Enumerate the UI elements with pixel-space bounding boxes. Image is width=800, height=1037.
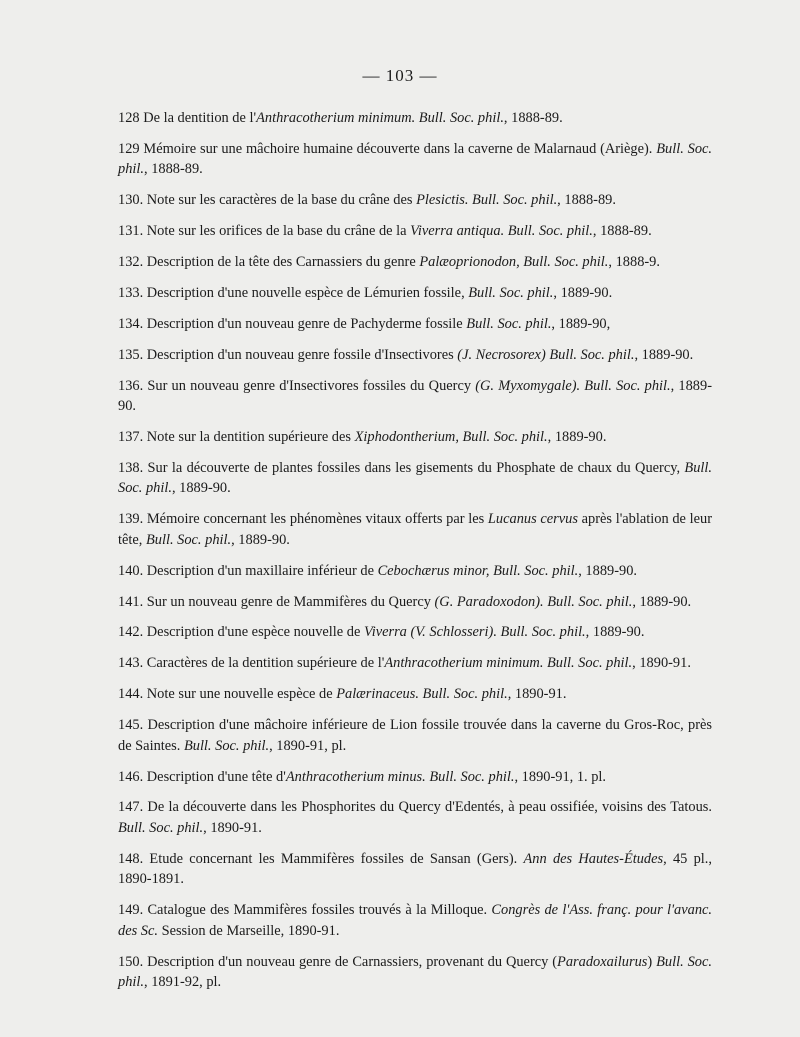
entry-italic-text: Anthracotherium minimum. Bull. Soc. phil. xyxy=(384,655,633,672)
entry-italic-text: Anthracotherium minimum. Bull. Soc. phil. xyxy=(256,110,504,126)
entry-text: Sur la découverte de plantes fossiles dans les gisements du Phosphate de chaux du Quercy, xyxy=(143,459,685,476)
entry-number: 138. xyxy=(118,459,144,476)
entry-text: Description d'une mâchoire inférieure de Lion fossile trouvée dans la caverne du Gros-Roc, près de Saintes. xyxy=(118,717,712,754)
bibliography-entry xyxy=(108,221,712,242)
entry-text: Caractères de la dentition supérieure de l' xyxy=(143,655,385,672)
bibliography-entry xyxy=(108,427,712,448)
entry-text: , 1890-91. xyxy=(632,655,691,672)
entry-text: , 1888-89. xyxy=(144,161,203,178)
entry-text: , 1889-90. xyxy=(634,346,694,363)
entry-number: 128 xyxy=(118,110,140,126)
bibliography-entry xyxy=(108,592,712,613)
entry-text: Description d'une nouvelle espèce de Lémurien fossile, xyxy=(143,284,469,301)
entry-text: Description d'un nouveau genre fossile d'Insectivores xyxy=(143,346,458,363)
entry-italic-text: Bull. Soc. phil. xyxy=(118,819,204,836)
entry-number: 131. xyxy=(118,223,144,240)
entry-text: , 1891-92, pl. xyxy=(144,974,222,991)
entry-italic-text: Xiphodontherium, Bull. Soc. phil. xyxy=(354,429,548,446)
entry-text: , 1888-89. xyxy=(503,110,563,126)
entry-number: 129 xyxy=(118,140,140,157)
entry-text: , 1888-89. xyxy=(557,192,616,209)
entry-number: 145. xyxy=(118,717,144,734)
entry-text: Description d'un nouveau genre de Pachyderme fossile xyxy=(143,315,467,332)
entry-text: , 1889-90. xyxy=(231,531,290,548)
entry-text: Etude concernant les Mammifères fossiles de Sansan (Gers). xyxy=(143,850,524,867)
entry-italic-text: Viverra (V. Schlosseri). Bull. Soc. phil. xyxy=(363,624,586,641)
entry-number: 136. xyxy=(118,377,144,394)
entry-number: 144. xyxy=(118,686,144,703)
bibliography-entry xyxy=(108,509,712,550)
entry-text: , 1888-9. xyxy=(608,254,660,271)
entry-italic-text: Cebochærus minor, Bull. Soc. phil. xyxy=(377,562,579,579)
entry-italic-text: (J. Necrosorex) Bull. Soc. phil. xyxy=(457,346,635,363)
bibliography-entry xyxy=(108,283,712,304)
entry-number: 147. xyxy=(118,799,144,816)
entry-italic-text: Palærinaceus. Bull. Soc. phil. xyxy=(336,686,508,703)
bibliography-entry xyxy=(108,190,712,211)
entry-text: ) xyxy=(647,953,657,970)
entry-italic-text: Congrès de l'Ass. franç. pour l'avanc. des Sc. xyxy=(118,902,713,939)
entry-italic-text: Ann des Hautes-Études xyxy=(523,850,664,867)
entry-number: 135. xyxy=(118,346,144,363)
bibliography-list xyxy=(108,108,712,1003)
bibliography-entry xyxy=(108,139,712,180)
entry-italic-text: Bull. Soc. phil. xyxy=(118,953,712,991)
entry-text: De la découverte dans les Phosphorites du Quercy d'Edentés, à peau ossifiée, voisins des Tatous. xyxy=(143,799,712,816)
entry-text: Description d'un maxillaire inférieur de xyxy=(143,562,378,579)
page-number: — 103 — xyxy=(362,66,438,85)
entry-text: Mémoire concernant les phénomènes vitaux offerts par les xyxy=(143,511,488,528)
entry-text: , 1889-90. xyxy=(118,377,712,415)
entry-italic-text: Viverra antiqua. Bull. Soc. phil. xyxy=(410,223,593,240)
bibliography-entry xyxy=(108,314,712,335)
bibliography-entry xyxy=(108,952,712,993)
entry-italic-text: Bull. Soc. phil. xyxy=(118,140,713,178)
entry-text: Note sur les orifices de la base du crâne de la xyxy=(143,223,411,240)
entry-italic-text: Bull. Soc. phil. xyxy=(466,315,552,332)
entry-text: , 1890-91, 1. pl. xyxy=(514,768,607,785)
bibliography-entry xyxy=(108,458,712,499)
entry-text: , 1889-90. xyxy=(171,480,231,497)
bibliography-entry xyxy=(108,767,712,788)
entry-number: 133. xyxy=(118,284,144,301)
entry-text: Sur un nouveau genre de Mammifères du Quercy xyxy=(143,593,435,610)
entry-number: 140. xyxy=(118,562,144,579)
entry-text: Description de la tête des Carnassiers du genre xyxy=(143,254,420,271)
entry-text: Sur un nouveau genre d'Insectivores fossiles du Quercy xyxy=(143,377,476,394)
bibliography-entry xyxy=(108,561,712,582)
bibliography-entry xyxy=(108,108,712,129)
bibliography-entry xyxy=(108,900,712,941)
entry-number: 139. xyxy=(118,511,144,528)
entry-italic-text: Anthracotherium minus. Bull. Soc. phil. xyxy=(285,768,515,785)
entry-number: 146. xyxy=(118,768,144,785)
entry-italic-text: Bull. Soc. phil. xyxy=(118,459,712,497)
entry-text: Description d'une espèce nouvelle de xyxy=(143,624,364,641)
entry-text: , 1889-90. xyxy=(553,284,613,301)
entry-text: , 1889-90, xyxy=(551,315,611,332)
bibliography-entry xyxy=(108,715,712,756)
entry-text: Session de Marseille, 1890-91. xyxy=(157,922,340,939)
bibliography-entry xyxy=(108,653,712,674)
entry-text: Note sur une nouvelle espèce de xyxy=(143,686,337,703)
entry-text: Note sur les caractères de la base du crâne des xyxy=(143,192,417,209)
entry-italic-text: Lucanus cervus xyxy=(487,511,578,528)
entry-text: après l'ablation de leur tête, xyxy=(118,511,712,548)
entry-text: , 1890-91, pl. xyxy=(269,737,347,754)
entry-text: Description d'un nouveau genre de Carnassiers, provenant du Quercy ( xyxy=(143,953,558,970)
bibliography-entry xyxy=(108,345,712,366)
entry-italic-text: Bull. Soc. phil. xyxy=(468,284,554,301)
entry-number: 132. xyxy=(118,254,144,271)
entry-italic-text: (G. Myxomygale). Bull. Soc. phil. xyxy=(475,377,671,394)
entry-text: , 1888-89. xyxy=(592,223,652,240)
entry-text: , 1890-91. xyxy=(203,819,262,836)
entry-text: , 1889-90. xyxy=(632,593,692,610)
entry-text: , 1889-90. xyxy=(585,624,645,641)
entry-italic-text: Bull. Soc. phil. xyxy=(145,531,232,548)
entry-number: 141. xyxy=(118,593,144,610)
entry-italic-text: Palæoprionodon, Bull. Soc. phil. xyxy=(419,254,609,271)
entry-text: Description d'une tête d' xyxy=(143,768,286,785)
entry-text: De la dentition de l' xyxy=(139,110,257,126)
entry-number: 134. xyxy=(118,315,144,332)
bibliography-entry xyxy=(108,376,712,417)
entry-number: 130. xyxy=(118,192,144,209)
entry-text: , 45 pl., 1890-1891. xyxy=(118,850,712,888)
entry-italic-text: Paradoxailurus xyxy=(557,953,648,970)
entry-text: , 1889-90. xyxy=(547,429,607,446)
bibliography-entry xyxy=(108,684,712,705)
entry-text: Mémoire sur une mâchoire humaine découverte dans la caverne de Malarnaud (Ariège). xyxy=(139,140,657,157)
bibliography-entry xyxy=(108,622,712,643)
entry-italic-text: Plesictis. Bull. Soc. phil. xyxy=(416,192,558,209)
entry-number: 149. xyxy=(118,902,144,919)
bibliography-entry xyxy=(108,849,712,890)
entry-number: 143. xyxy=(118,655,144,672)
entry-number: 142. xyxy=(118,624,144,641)
bibliography-entry xyxy=(108,252,712,273)
entry-text: Catalogue des Mammifères fossiles trouvés à la Milloque. xyxy=(143,902,492,919)
entry-number: 137. xyxy=(118,429,144,446)
bibliography-entry xyxy=(108,797,712,838)
entry-text: , 1889-90. xyxy=(578,562,637,579)
entry-text: Note sur la dentition supérieure des xyxy=(143,429,355,446)
entry-italic-text: (G. Paradoxodon). Bull. Soc. phil. xyxy=(434,593,633,610)
entry-text: , 1890-91. xyxy=(507,686,567,703)
entry-number: 148. xyxy=(118,850,144,867)
entry-italic-text: Bull. Soc. phil. xyxy=(183,737,270,754)
entry-number: 150. xyxy=(118,953,144,970)
